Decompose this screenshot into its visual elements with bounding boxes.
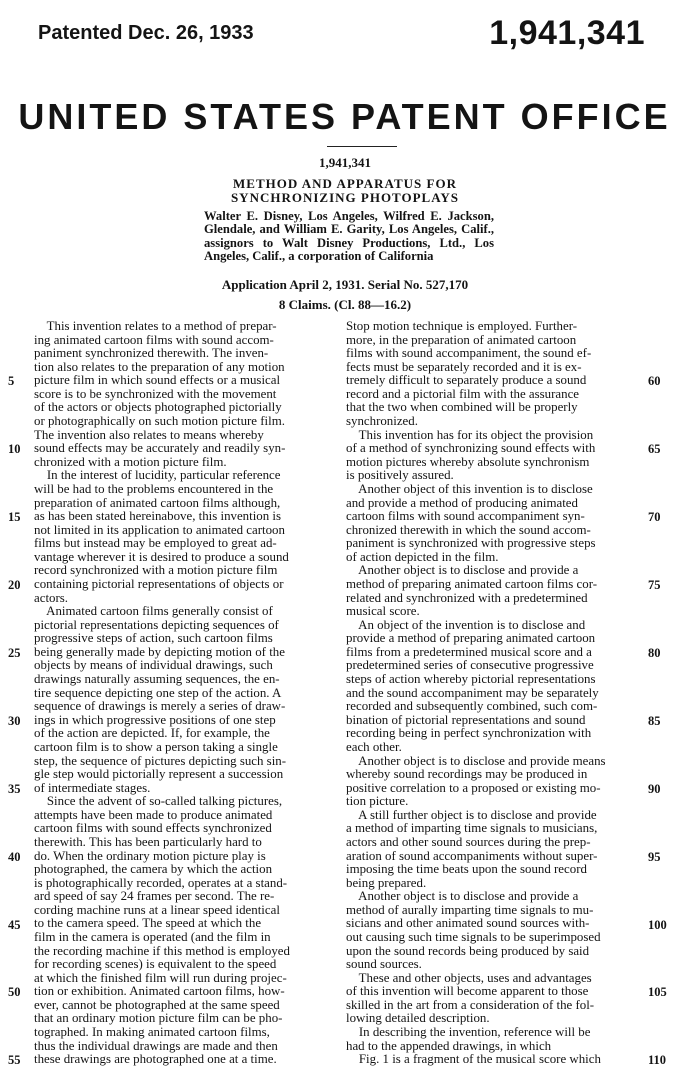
line-number: 10 — [8, 442, 21, 457]
text-line: record and a pictorial film with the assurance — [346, 387, 580, 401]
text-line: motion pictures whereby absolute synchronism — [346, 455, 590, 469]
text-line: provide a method of preparing animated cartoon — [346, 632, 596, 646]
inventors-block: Walter E. Disney, Los Angeles, Wilfred E. Jackson, Glendale, and William E. Garity, Los Angeles, Calif., assignors to Walt Disney Productions, Ltd., Los Angeles, Calif., a corporation of California — [204, 209, 494, 264]
text-line: being generally made by depicting motion of the — [34, 645, 285, 659]
text-line: imposing the time beats upon the sound record — [346, 863, 587, 877]
text-line: films from a predetermined musical score and a — [346, 645, 592, 659]
text-line: ard speed of say 24 frames per second. The re- — [34, 890, 275, 904]
text-line: fects must be separately recorded and it is ex- — [346, 360, 582, 374]
title-line-2: SYNCHRONIZING PHOTOPLAYS — [230, 190, 460, 205]
line-number: 5 — [8, 374, 15, 389]
line-number: 50 — [8, 985, 21, 1000]
line-number: 75 — [648, 578, 661, 593]
text-line: of the action are depicted. If, for example, the — [34, 727, 270, 741]
text-line: steps of action whereby pictorial representations — [346, 673, 596, 687]
line-number: 55 — [8, 1053, 21, 1068]
text-line: In describing the invention, reference will be — [346, 1026, 591, 1040]
line-number: 15 — [8, 510, 21, 525]
text-line: vantage wherever it is desired to produce a sound — [34, 550, 289, 564]
text-line: These and other objects, uses and advantages — [346, 971, 592, 985]
line-number: 60 — [648, 374, 661, 389]
text-line: films but instead may be employed to great ad- — [34, 537, 277, 551]
text-line: attempts have been made to produce animated — [34, 808, 273, 822]
text-line: these drawings are photographed one at a time. — [34, 1053, 277, 1067]
application-line: Application April 2, 1931. Serial No. 527,170 — [221, 277, 469, 292]
line-number: 35 — [8, 781, 21, 796]
line-number: 25 — [8, 645, 21, 660]
text-line: not limited in its application to animated cartoon — [34, 523, 285, 537]
line-number: 100 — [648, 917, 667, 932]
office-heading: UNITED STATES PATENT OFFICE — [18, 96, 671, 137]
text-line: recorded and subsequently combined, such com- — [346, 700, 598, 714]
text-line: sequence of drawings is merely a series of draw- — [34, 700, 286, 714]
text-line: Since the advent of so-called talking pictures, — [34, 795, 283, 809]
text-line: the recording machine if this method is employed — [34, 944, 290, 958]
text-line: chronized therewith in which the sound accom- — [346, 523, 591, 537]
patent-number-small: 1,941,341 — [319, 155, 371, 170]
line-number: 45 — [8, 917, 21, 932]
text-line: being prepared. — [346, 876, 427, 890]
text-line: of a method of synchronizing sound effects with — [346, 442, 596, 456]
text-line: score is to be synchronized with the movement — [34, 387, 277, 401]
line-number: 110 — [648, 1053, 667, 1068]
text-line: tion also relates to the preparation of any motion — [34, 360, 285, 374]
text-line: Another object is to disclose and provide a — [346, 890, 579, 904]
text-line: The invention also relates to means whereby — [34, 428, 264, 442]
text-line: ings in which progressive positions of one step — [34, 713, 276, 727]
text-line: positive correlation to a proposed or existing mo- — [346, 781, 601, 795]
text-line: cording machine runs at a linear speed identical — [34, 903, 280, 917]
text-line: This invention has for its object the provision — [346, 428, 594, 442]
text-line: lowing detailed description. — [346, 1012, 490, 1026]
text-line: Another object is to disclose and provide a — [346, 564, 579, 578]
text-line: will be had to the problems encountered in the — [34, 482, 274, 496]
text-line: sound effects may be accurately and readily syn- — [34, 442, 286, 456]
text-line: actors. — [34, 591, 69, 605]
text-line: is positively assured. — [346, 469, 454, 483]
text-line: In the interest of lucidity, particular reference — [34, 469, 281, 483]
text-line: photographed, the camera by which the action — [34, 863, 273, 877]
text-line: ever, cannot be photographed at the same speed — [34, 998, 280, 1012]
left-text-column — [34, 320, 336, 1067]
text-line: An object of the invention is to disclose and — [346, 618, 586, 632]
text-line: Another object of this invention is to disclose — [346, 482, 593, 496]
text-line: sicians and other animated sound sources with- — [346, 917, 590, 931]
text-line: more, in the preparation of animated cartoon — [346, 333, 577, 347]
line-number: 20 — [8, 578, 21, 593]
text-line: objects by means of individual drawings, such — [34, 659, 273, 673]
text-line: upon the sound records being produced by said — [346, 944, 590, 958]
text-line: at which the finished film will run during projec- — [34, 971, 287, 985]
line-number: 30 — [8, 713, 21, 728]
text-line: tion or exhibition. Animated cartoon films, how- — [34, 985, 285, 999]
text-line: paniment is synchronized with progressive steps — [346, 537, 596, 551]
text-line: musical score. — [346, 605, 420, 619]
text-line: Animated cartoon films generally consist of — [34, 605, 273, 619]
patented-date: Patented Dec. 26, 1933 — [38, 22, 254, 44]
claims-line: 8 Claims. (Cl. 88—16.2) — [278, 297, 412, 312]
text-line: progressive steps of action, such cartoon films — [34, 632, 273, 646]
line-number: 65 — [648, 442, 661, 457]
text-line: pictorial representations depicting sequences of — [34, 618, 279, 632]
text-line: predetermined series of consecutive progressive — [346, 659, 594, 673]
text-line: and the sound accompaniment may be separately — [346, 686, 599, 700]
line-number: 95 — [648, 849, 661, 864]
text-line: ing animated cartoon films with sound accom- — [34, 333, 274, 347]
text-line: containing pictorial representations of objects or — [34, 577, 284, 591]
text-line: drawings naturally assuming sequences, the en- — [34, 673, 280, 687]
right-text-column — [346, 320, 642, 1067]
text-line: tremely difficult to separately produce a sound — [346, 374, 587, 388]
text-line: cartoon films with sound accompaniment syn- — [346, 510, 585, 524]
text-line: films with sound accompaniment, the sound ef- — [346, 347, 592, 361]
text-line: do. When the ordinary motion picture play is — [34, 849, 266, 863]
text-line: and provide a method of producing animated — [346, 496, 578, 510]
line-number: 90 — [648, 781, 661, 796]
text-line: tion picture. — [346, 795, 409, 809]
divider-rule — [327, 146, 397, 147]
document-header-bar — [0, 0, 689, 60]
text-line: of action depicted in the film. — [346, 550, 499, 564]
text-line: method of preparing animated cartoon films cor- — [346, 577, 598, 591]
text-line: to the camera speed. The speed at which the — [34, 917, 262, 931]
text-line: step, the sequence of pictures depicting such sin- — [34, 754, 287, 768]
text-line: is photographically recorded, operates at a stand- — [34, 876, 288, 890]
text-line: paniment synchronized therewith. The inven- — [34, 347, 269, 361]
text-line: This invention relates to a method of prepar- — [34, 320, 277, 333]
text-line: or photographically on such motion picture film. — [34, 415, 285, 429]
text-line: therewith. This has been particularly hard to — [34, 835, 262, 849]
line-number: 80 — [648, 645, 661, 660]
text-line: cartoon film is to show a person taking a single — [34, 740, 278, 754]
text-line: skilled in the art from a consideration of the fol- — [346, 998, 595, 1012]
text-line: bination of pictorial representations and sound — [346, 713, 586, 727]
text-line: of intermediate stages. — [34, 781, 151, 795]
text-line: film in the camera is operated (and the film in — [34, 931, 271, 945]
text-line: chronized with a motion picture film. — [34, 455, 227, 469]
text-line: sound sources. — [346, 958, 422, 972]
text-line: Fig. 1 is a fragment of the musical score which — [346, 1053, 601, 1067]
text-line: synchronized. — [346, 415, 418, 429]
text-line: cartoon films with sound effects synchronized — [34, 822, 272, 836]
text-line: that an ordinary motion picture film can be pho- — [34, 1012, 283, 1026]
line-number: 70 — [648, 510, 661, 525]
patent-number: 1,941,341 — [489, 14, 645, 52]
text-line: for recording scenes) is equivalent to the speed — [34, 958, 277, 972]
text-line: whereby sound recordings may be produced in — [346, 768, 588, 782]
text-line: picture film in which sound effects or a musical — [34, 374, 281, 388]
text-line: of the actors or objects photographed pictorially — [34, 401, 282, 415]
title-line-1: METHOD AND APPARATUS FOR — [233, 176, 457, 191]
text-line: out causing such time signals to be superimposed — [346, 931, 601, 945]
text-line: aration of sound accompaniments without super- — [346, 849, 598, 863]
text-line: preparation of animated cartoon films although, — [34, 496, 281, 510]
line-number: 105 — [648, 985, 667, 1000]
text-line: recording being in perfect synchronization with — [346, 727, 592, 741]
text-line: A still further object is to disclose and provide — [346, 808, 597, 822]
text-line: actors and other sound sources during the prep- — [346, 835, 591, 849]
text-line: related and synchronized with a predetermined — [346, 591, 588, 605]
text-line: each other. — [346, 740, 402, 754]
text-line: record synchronized with a motion picture film — [34, 564, 278, 578]
text-line: had to the appended drawings, in which — [346, 1039, 552, 1053]
text-line: tographed. In making animated cartoon films, — [34, 1026, 270, 1040]
text-line: that the two when combined will be properly — [346, 401, 578, 415]
text-line: tire sequence depicting one step of the action. A — [34, 686, 282, 700]
text-line: Stop motion technique is employed. Further- — [346, 320, 578, 333]
text-line: a method of imparting time signals to musicians, — [346, 822, 598, 836]
line-number: 85 — [648, 713, 661, 728]
text-line: Another object is to disclose and provide means — [346, 754, 606, 768]
text-line: of this invention will become apparent to those — [346, 985, 589, 999]
text-line: thus the individual drawings are made and then — [34, 1039, 278, 1053]
text-line: method of aurally imparting time signals to mu- — [346, 903, 594, 917]
line-number: 40 — [8, 849, 21, 864]
text-line: as has been stated hereinabove, this invention is — [34, 510, 282, 524]
text-line: gle step would pictorially represent a succession — [34, 768, 284, 782]
